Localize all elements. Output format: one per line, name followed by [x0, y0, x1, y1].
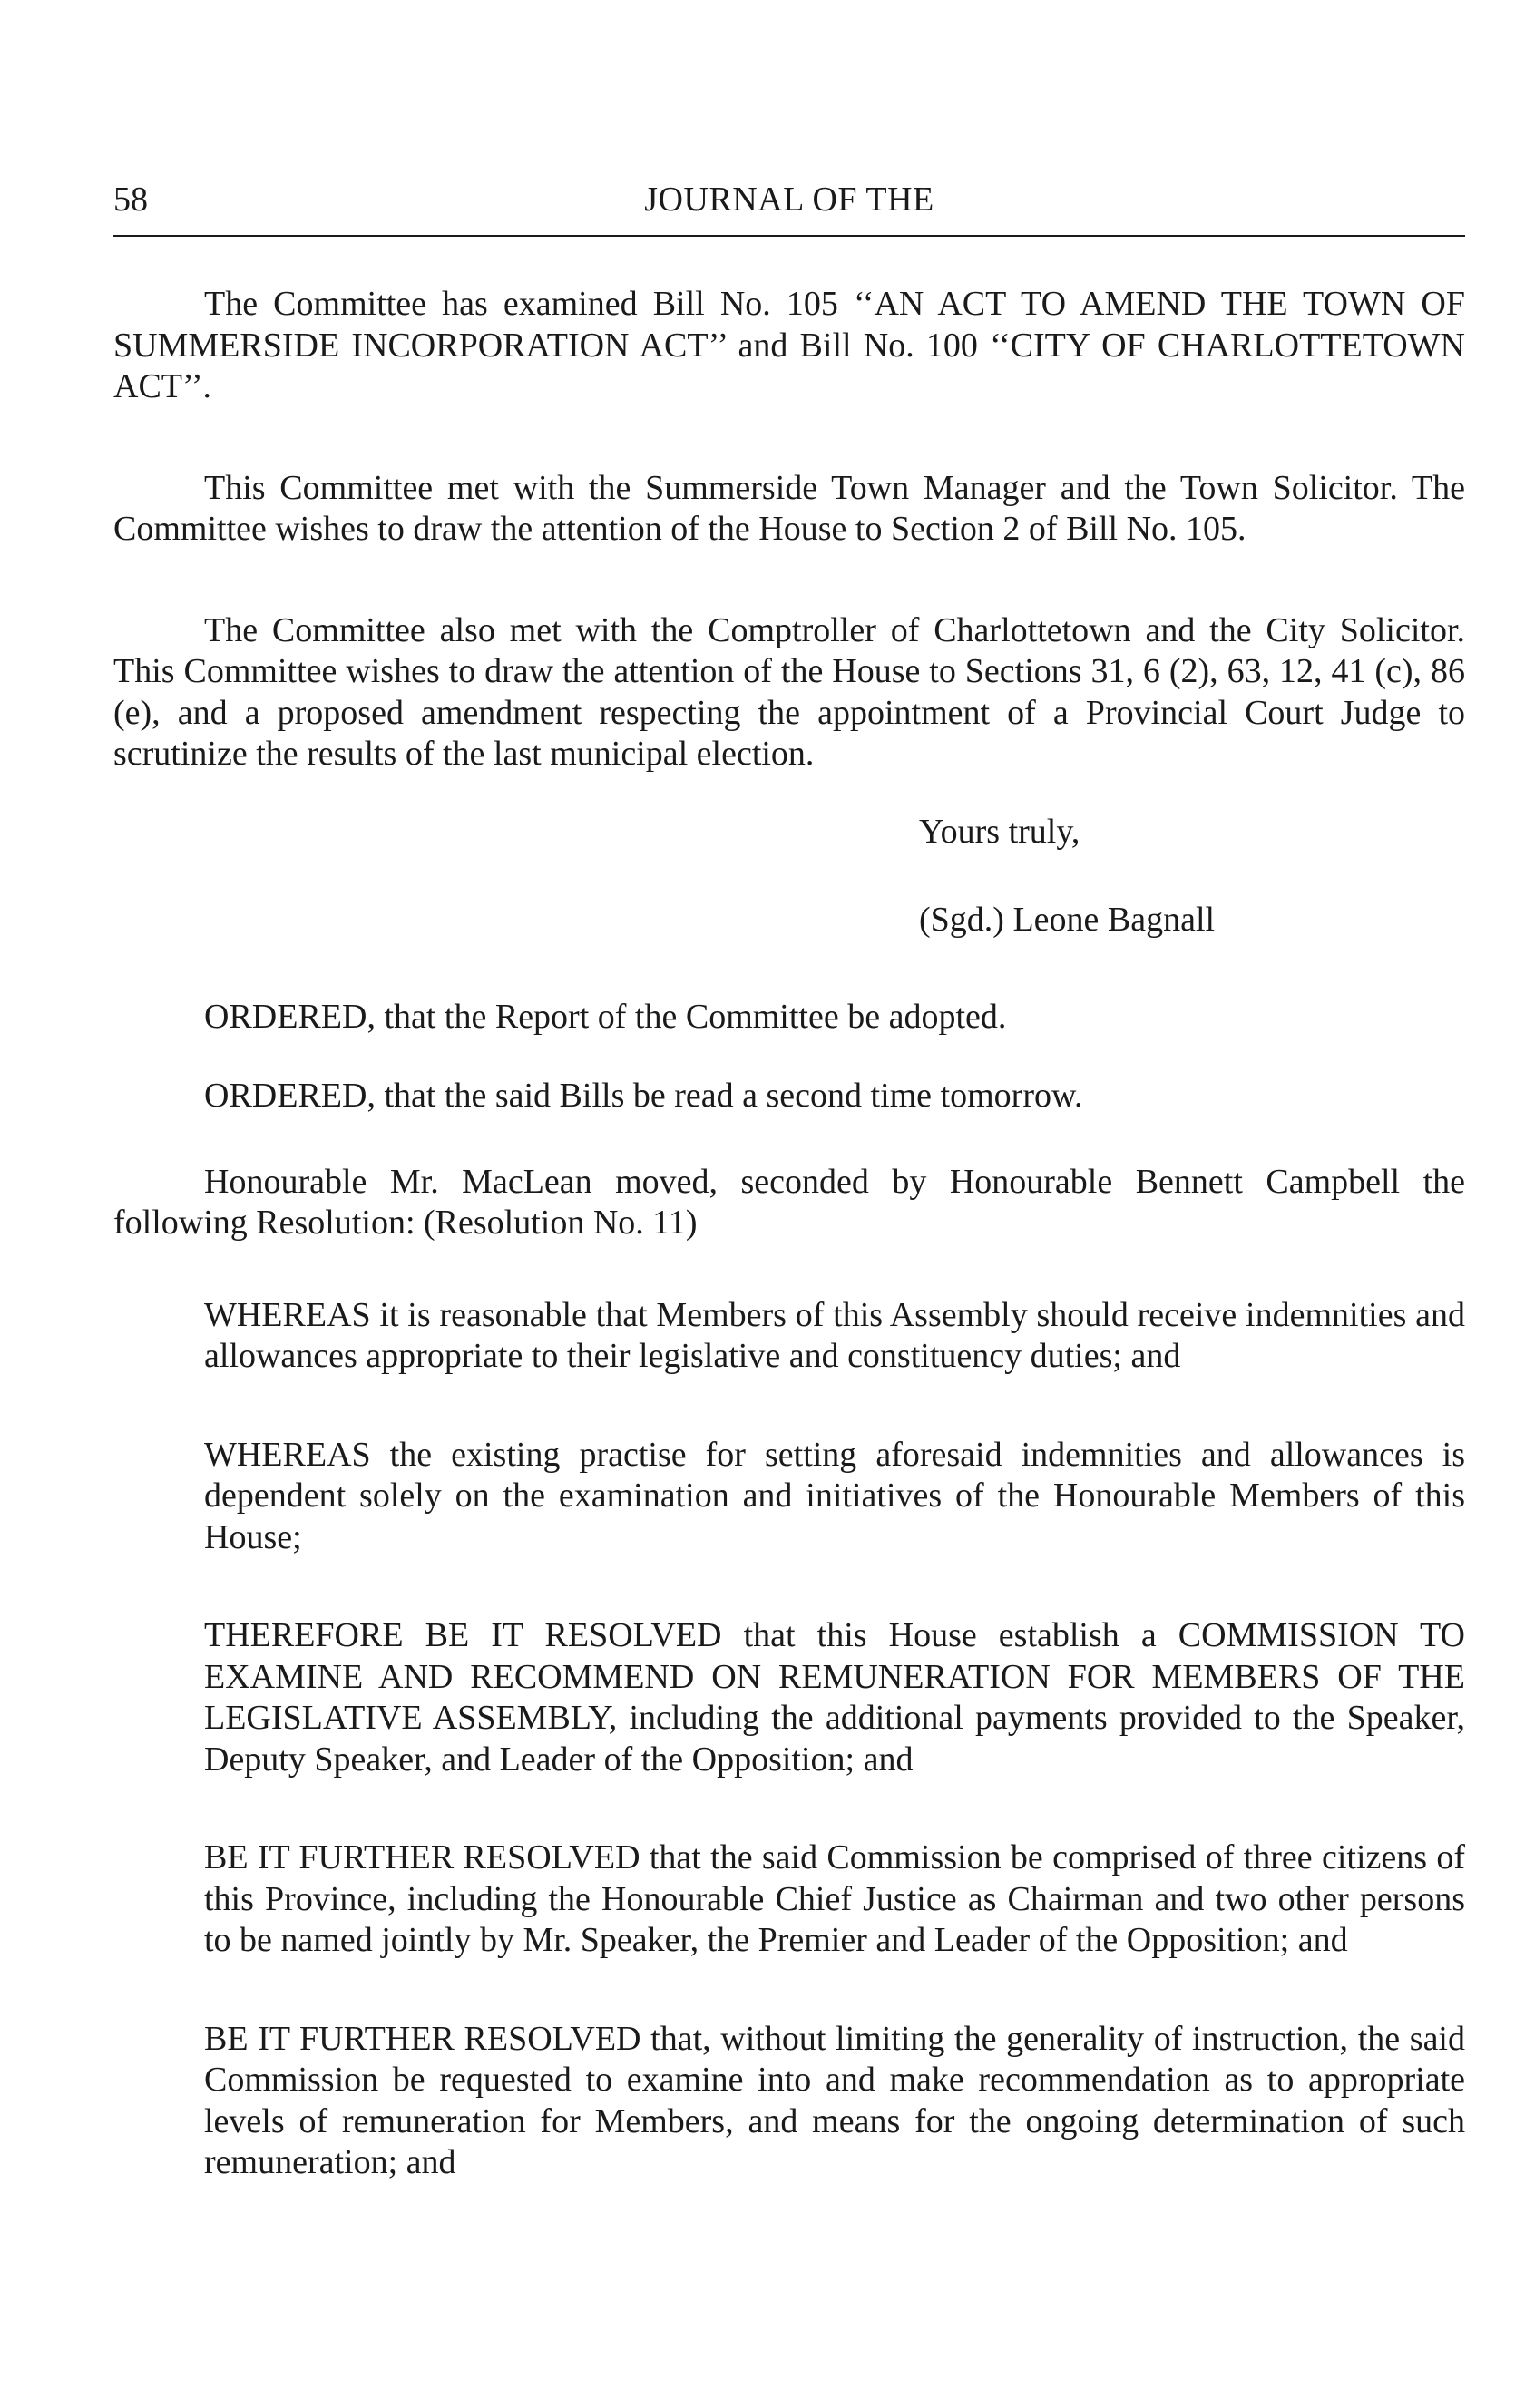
letter-closing: Yours truly,	[919, 812, 1080, 851]
order-adopt-report: ORDERED, that the Report of the Committee be adopted.	[204, 997, 1007, 1036]
motion-paragraph: Honourable Mr. MacLean moved, seconded by Honourable Bennett Campbell the following Resolution: (Resolution No. 11)	[113, 1162, 1465, 1242]
page-header	[113, 177, 1465, 222]
order-second-reading: ORDERED, that the said Bills be read a second time tomorrow.	[204, 1076, 1083, 1115]
resolution-clause: BE IT FURTHER RESOLVED that, without limiting the generality of instruction, the said Commission be requested to examine into and make recommendation as to appropriate levels of remuneration for Members, and means for the ongoing determination of such remuneration; and	[204, 2019, 1465, 2181]
report-paragraph: The Committee has examined Bill No. 105 ‘‘AN ACT TO AMEND THE TOWN OF SUMMERSIDE INCORPORATION ACT’’ and Bill No. 100 ‘‘CITY OF CHARLOTTETOWN ACT’’.	[113, 285, 1465, 405]
resolution-clause: BE IT FURTHER RESOLVED that the said Commission be comprised of three citizens of this Province, including the Honourable Chief Justice as Chairman and two other persons to be named jointly by Mr. Speaker, the Premier and Leader of the Opposition; and	[204, 1838, 1465, 1959]
resolution-clause: THEREFORE BE IT RESOLVED that this House establish a COMMISSION TO EXAMINE AND RECOMMEND ON REMUNERATION FOR MEMBERS OF THE LEGISLATIVE ASSEMBLY, including the additional payments provided to the Speaker, Deputy Speaker, and Leader of the Opposition; and	[204, 1616, 1465, 1779]
header-rule	[113, 235, 1465, 237]
journal-page	[113, 177, 1465, 2184]
running-head: JOURNAL OF THE	[644, 180, 934, 219]
report-paragraph: This Committee met with the Summerside Town Manager and the Town Solicitor. The Committee wishes to draw the attention of the House to Section 2 of Bill No. 105.	[113, 468, 1465, 548]
report-paragraph: The Committee also met with the Comptroller of Charlottetown and the City Solicitor. This Committee wishes to draw the attention of the House to Sections 31, 6 (2), 63, 12, 41 (c), 86 (e), and a proposed amendment respecting the appointment of a Provincial Court Judge to scrutinize the results of the last municipal election.	[113, 610, 1465, 773]
resolution-clause: WHEREAS the existing practise for setting aforesaid indemnities and allowances is dependent solely on the examination and initiatives of the Honourable Members of this House;	[204, 1435, 1465, 1556]
page-number: 58	[113, 180, 148, 219]
resolution-clause: WHEREAS it is reasonable that Members of this Assembly should receive indemnities and allowances appropriate to their legislative and constituency duties; and	[204, 1295, 1465, 1375]
signature-line: (Sgd.) Leone Bagnall	[919, 900, 1216, 939]
